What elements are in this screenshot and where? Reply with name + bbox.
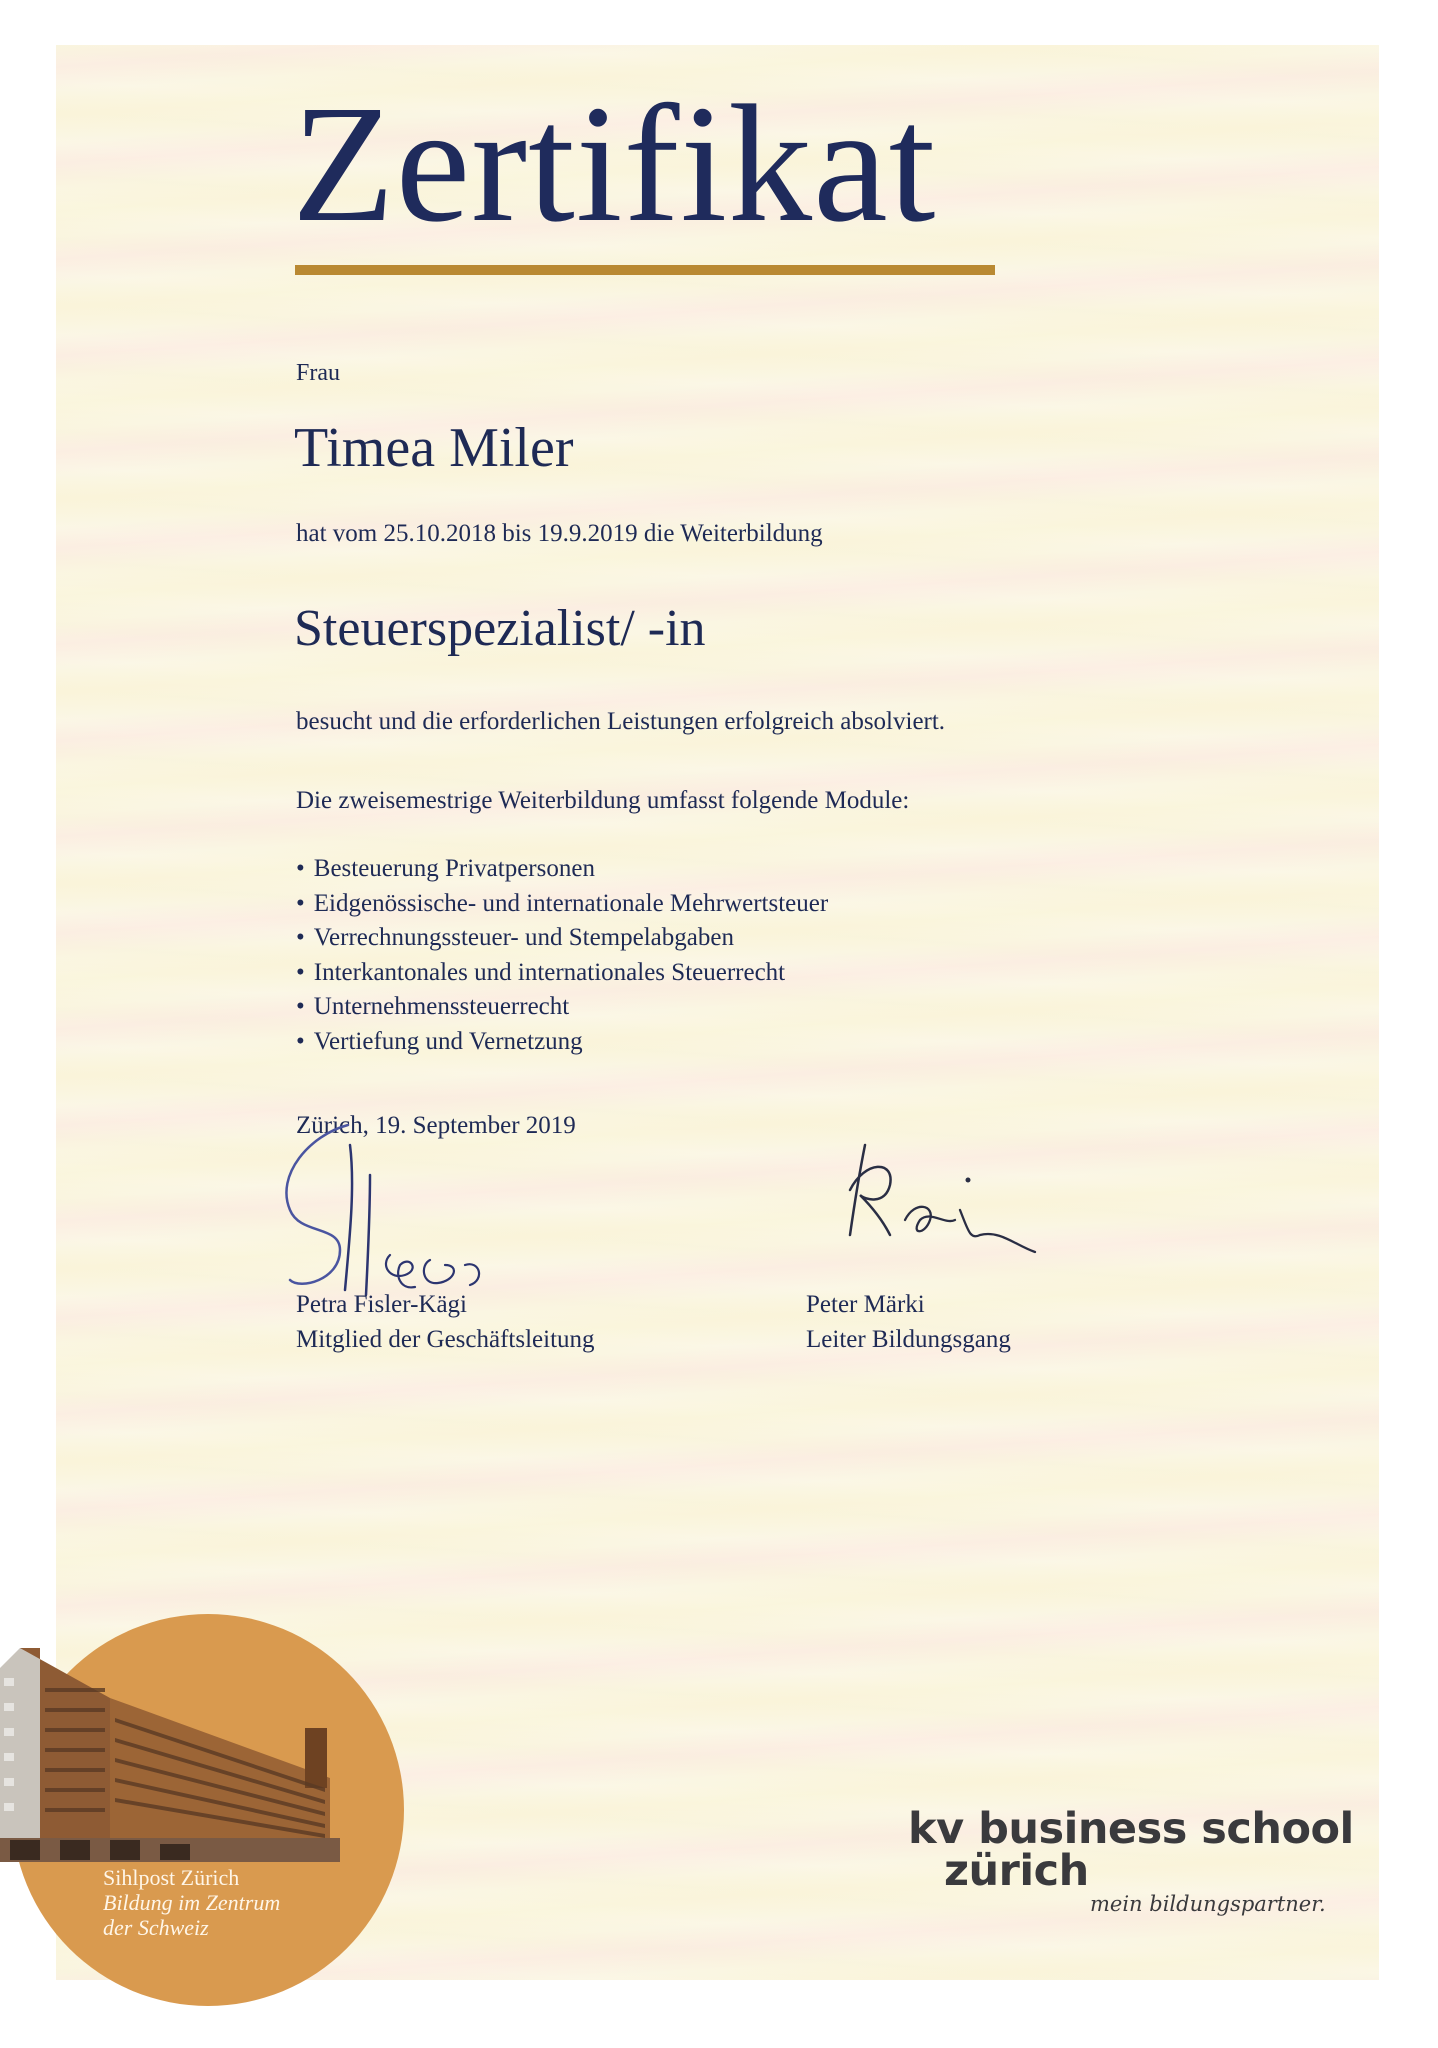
module-item: • Unternehmenssteuerrecht [296,990,828,1025]
module-item: • Interkantonales und internationales Steuerrecht [296,956,828,991]
stamp-line-2: Bildung im Zentrum [103,1890,281,1915]
period-text: hat vom 25.10.2018 bis 19.9.2019 die Weiterbildung [296,520,823,547]
logo-tagline: mein bildungspartner. [1090,1892,1326,1916]
stamp-line-3: der Schweiz [103,1915,209,1940]
signatory-role: Mitglied der Geschäftsleitung [296,1326,595,1353]
signatory-name: Peter Märki [806,1291,925,1318]
salutation: Frau [296,360,340,386]
title-underline [295,265,995,275]
stamp-text [103,1865,280,1940]
module-list [296,852,828,1059]
signature-right [830,1140,1050,1290]
signatory-name: Petra Fisler-Kägi [296,1291,467,1318]
sihlpost-stamp [0,1578,410,2018]
module-item: • Verrechnungssteuer- und Stempelabgaben [296,921,828,956]
signature-left [270,1115,510,1315]
module-item: • Eidgenössische- und internationale Mehrwertsteuer [296,887,828,922]
course-title: Steuerspezialist/ -in [294,600,706,657]
completion-text: besucht und die erforderlichen Leistungen erfolgreich absolviert. [296,708,946,735]
module-item: • Besteuerung Privatpersonen [296,852,828,887]
signatory-left [296,1287,595,1357]
recipient-name: Timea Miler [294,417,574,479]
certificate-title: Zertifikat [292,71,937,257]
logo-wordmark-line1: kv business school [908,1804,1354,1854]
place-date: Zürich, 19. September 2019 [296,1112,576,1139]
signatory-role: Leiter Bildungsgang [806,1326,1011,1353]
stamp-line-1: Sihlpost Zürich [103,1865,240,1890]
signatory-right [806,1287,1011,1357]
module-item: • Vertiefung und Vernetzung [296,1025,828,1060]
logo-wordmark-line2: zürich [944,1846,1089,1896]
modules-intro: Die zweisemestrige Weiterbildung umfasst folgende Module: [296,787,910,814]
